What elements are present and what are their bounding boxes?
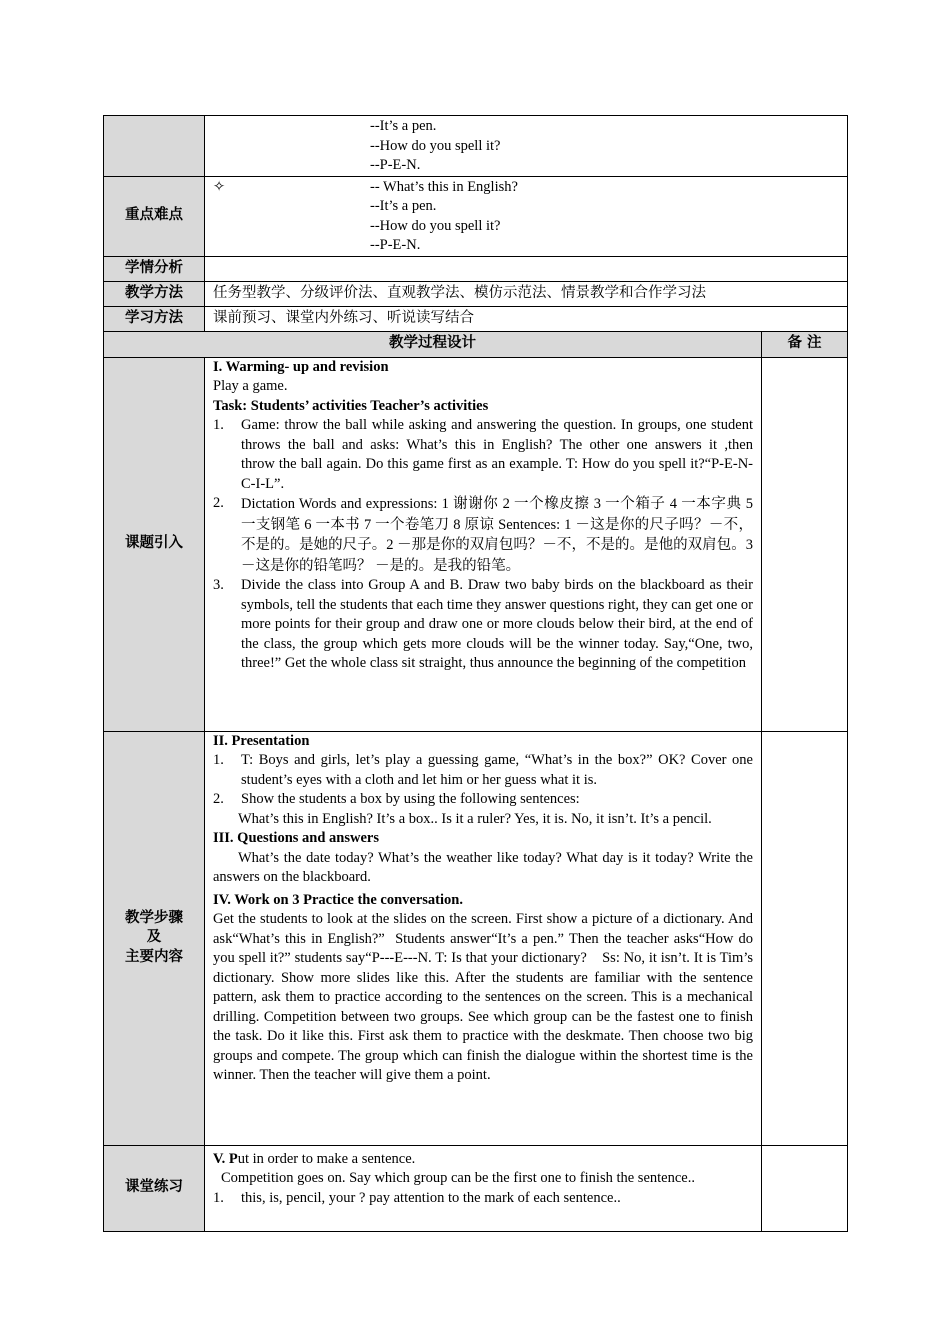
process-header-row: [104, 331, 848, 357]
list-item: 3. Divide the class into Group A and B. Draw two baby birds on the blackboard as their symbols, tell the students that each time they answer questions right, they can get one or more points for their group and draw one or more clouds below their bird, at the end of the class, the group which gets more clouds will be the winner today. Say,“One, two, three!” Get the whole class sit straight, thus announce the beginning of the competition: [213, 577, 753, 671]
section-heading: II. Presentation: [213, 732, 310, 749]
learning-methods-value: 课前预习、课堂内外练习、听说读写结合: [205, 306, 848, 331]
steps-notes: [762, 731, 848, 1145]
section-heading: IV. Work on 3 Practice the conversation.: [213, 891, 463, 908]
practice-row: [104, 1145, 848, 1231]
notes-header: 备 注: [762, 331, 848, 357]
section-heading: I. Warming- up and revision: [213, 358, 389, 375]
diamond-bullet-icon: ✧: [213, 178, 226, 195]
continuation-row: [104, 116, 848, 177]
practice-content: [205, 1145, 762, 1231]
key-points-label: 重点难点: [104, 176, 205, 256]
intro-label: 课题引入: [104, 357, 205, 731]
student-analysis-value: [205, 256, 848, 281]
process-design-title: 教学过程设计: [104, 331, 762, 357]
steps-content: [205, 731, 762, 1145]
list-item: 1. Game: throw the ball while asking and answering the question. In groups, one student throws the ball and asks: What’s this in English? The other one answers it ,then throw the ball again. Do this game first as an example. T: How do you spell it?“P-E-N-C-I-L”.: [213, 417, 826, 492]
list-item: 2. Show the students a box by using the following sentences:: [213, 791, 580, 807]
dialogue-line: --P-E-N.: [370, 157, 421, 173]
key-points-content: [205, 176, 848, 256]
teaching-methods-row: [104, 281, 848, 306]
teaching-methods-value: 任务型教学、分级评价法、直观教学法、模仿示范法、情景教学和合作学习法: [205, 281, 848, 306]
task-heading: Task: Students’ activities Teacher’s activities: [213, 397, 489, 414]
student-analysis-label: 学情分析: [104, 256, 205, 281]
intro-line: Play a game.: [213, 378, 288, 394]
list-item: 1. this, is, pencil, your ? pay attention to the mark of each sentence..: [213, 1189, 621, 1206]
lesson-plan-table: [103, 115, 848, 1232]
list-item: 2. Dictation Words and expressions: 1 谢谢你 2 一个橡皮擦 3 一个箱子 4 一本字典 5 一支钢笔 6 一本书 7 一个卷笔刀 8 原谅 Sentences: 1 －这是你的尺子吗？－不，不是的。是她的尺子。2 －那是你的双肩包吗？－不，不是的。是他的双肩包。3－这是你的铅笔吗？ －是的。是我的铅笔。: [213, 495, 753, 574]
dialogue-line: --It’s a pen.: [370, 118, 437, 134]
practice-steps: [213, 1189, 753, 1209]
key-points-row: [104, 176, 848, 256]
steps-row: [104, 731, 848, 1145]
dialogue-line: --P-E-N.: [370, 237, 421, 253]
dialogue-line: --How do you spell it?: [370, 137, 501, 154]
dialogue-line: -- What’s this in English?: [370, 178, 518, 195]
practice-label: 课堂练习: [104, 1145, 205, 1231]
intro-content: [205, 357, 826, 731]
section-heading: III. Questions and answers: [213, 830, 379, 846]
teaching-methods-label: 教学方法: [104, 281, 205, 306]
continuation-content: [205, 116, 848, 177]
intro-row: [104, 357, 848, 731]
list-item: 1. T: Boys and girls, let’s play a guessing game, “What’s in the box?” OK? Cover one student’s eyes with a cloth and let him or her guess what it is.: [213, 752, 753, 788]
presentation-sentences: What’s this in English? It’s a box.. Is it a ruler? Yes, it is. No, it isn’t. It’s a pencil.: [238, 810, 712, 827]
learning-methods-label: 学习方法: [104, 306, 205, 331]
learning-methods-row: [104, 306, 848, 331]
intro-notes: [762, 357, 848, 731]
section-heading: V. Put in order to make a sentence.: [213, 1150, 416, 1167]
student-analysis-row: [104, 256, 848, 281]
steps-label: 教学步骤 及 主要内容: [104, 731, 205, 1145]
practice-text: Competition goes on. Say which group can be the first one to finish the sentence..: [221, 1170, 695, 1186]
presentation-steps: [213, 751, 753, 810]
work-text: Get the students to look at the slides on the screen. First show a picture of a dictionary. And ask“What’s this in English?” Students answer“It’s a pen.” Then the teacher asks“How do you spell it?” students say“P---E---N. T: Is that your dictionary? Ss: No, it isn’t. It is Tim’s dictionary. Show more slides like this. After the students are familiar with the sentence pattern, ask them to practice according to the sentences on the screen. This is a mechanical drilling. Competition between two groups. See which group can be the fastest one to finish the task. Do it like this. First ask them to practice with the deskmate. Then choose two big groups and compete. The group which can finish the dialogue within the shortest time is the winner. Then the teacher will give them a point.: [213, 911, 757, 1083]
continuation-label-cell: [104, 116, 205, 177]
dialogue-line: --It’s a pen.: [370, 198, 437, 214]
dialogue-line: --How do you spell it?: [370, 217, 501, 234]
intro-steps: [213, 416, 826, 674]
practice-notes: [762, 1145, 848, 1231]
qa-text: What’s the date today? What’s the weather like today? What day is it today? Write the answers on the blackboard.: [213, 849, 753, 885]
